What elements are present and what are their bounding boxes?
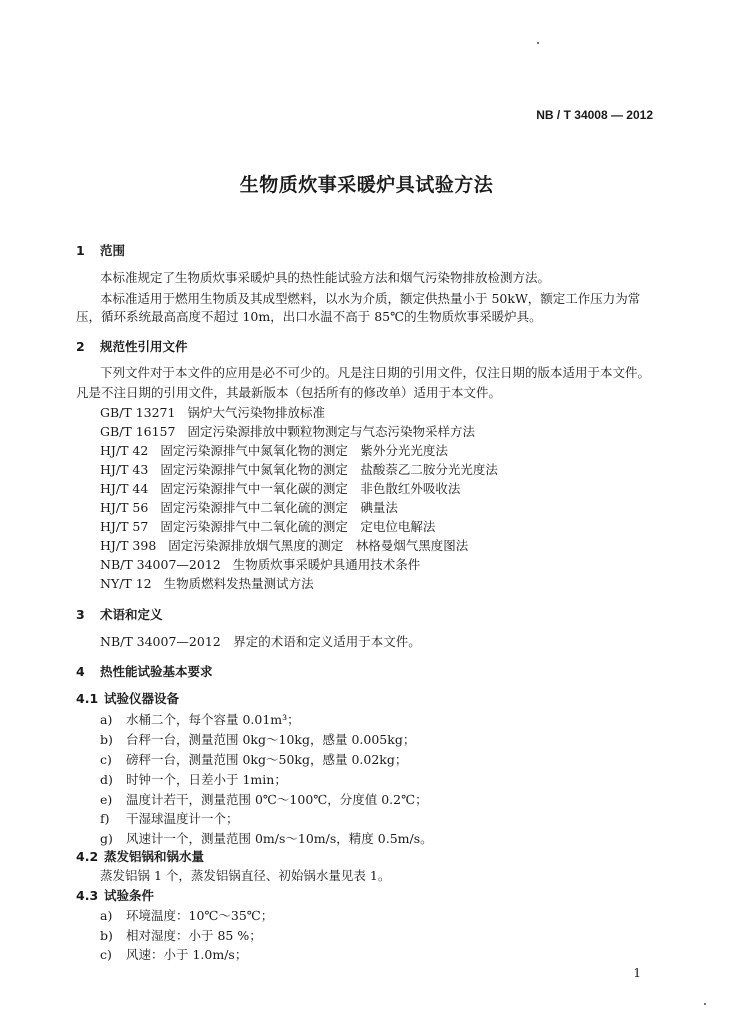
reference-item (100, 574, 314, 592)
list-label: g) (100, 831, 113, 846)
section-number: 2 (76, 339, 85, 354)
reference-title: 生物质燃料发热量测试方法 (163, 576, 314, 591)
list-text: 水桶二个，每个容量 0.01m³； (126, 712, 300, 727)
list-item (100, 750, 407, 768)
reference-item (100, 460, 498, 478)
reference-code: NB/T 34007—2012 (100, 557, 221, 572)
document-title: 生物质炊事采暖炉具试验方法 (239, 174, 494, 196)
reference-code: HJ/T 57 (100, 519, 149, 534)
reference-title: 固定污染源排气中二氧化硫的测定 定电位电解法 (160, 519, 436, 534)
list-item (100, 809, 239, 827)
list-item (100, 829, 433, 847)
section-title: 规范性引用文件 (100, 339, 188, 354)
section-number: 4 (76, 664, 85, 679)
reference-item (100, 403, 325, 421)
list-label: b) (100, 928, 113, 943)
list-item (100, 926, 262, 944)
list-label: b) (100, 732, 113, 747)
section-1-para-1: 本标准规定了生物质炊事采暖炉具的热性能试验方法和烟气污染物排放检测方法。 (100, 270, 551, 285)
reference-item (100, 517, 435, 535)
section-2-intro-line-2: 凡是不注日期的引用文件，其最新版本（包括所有的修改单）适用于本文件。 (76, 385, 502, 400)
reference-item (100, 479, 460, 497)
section-title: 范围 (100, 243, 126, 258)
list-label: e) (100, 792, 113, 807)
section-3-para: NB/T 34007—2012 界定的术语和定义适用于本文件。 (100, 634, 421, 649)
subsection-title: 试验仪器设备 (104, 691, 180, 706)
list-label: f) (100, 811, 110, 826)
list-item (100, 710, 300, 728)
scan-speck (537, 42, 539, 44)
standard-number: NB / T 34008 — 2012 (536, 108, 653, 122)
reference-title: 生物质炊事采暖炉具通用技术条件 (232, 557, 421, 572)
scan-speck (704, 1003, 706, 1005)
reference-item (100, 536, 468, 554)
list-item (100, 730, 415, 748)
subsection-title: 试验条件 (104, 888, 155, 903)
section-title: 术语和定义 (100, 607, 163, 622)
section-1-para-2-line-1: 本标准适用于燃用生物质及其成型燃料，以水为介质，额定供热量小于 50kW，额定工作压力为常 (100, 291, 641, 306)
list-label: a) (100, 712, 113, 727)
subsection-4-2-para: 蒸发铝锅 1 个，蒸发铝锅直径、初始锅水量见表 1。 (100, 868, 391, 883)
section-3-heading (76, 605, 163, 623)
section-4-heading (76, 662, 213, 680)
reference-title: 固定污染源排气中二氧化硫的测定 碘量法 (160, 500, 398, 515)
reference-code: HJ/T 56 (100, 500, 149, 515)
list-text: 风速计一个，测量范围 0m/s～10m/s，精度 0.5m/s。 (126, 831, 433, 846)
reference-item (100, 422, 475, 440)
subsection-number: 4.1 (76, 691, 99, 706)
reference-title: 锅炉大气污染物排放标准 (187, 405, 325, 420)
list-label: d) (100, 772, 113, 787)
reference-title: 固定污染源排气中氮氧化物的测定 盐酸萘乙二胺分光光度法 (160, 462, 498, 477)
list-text: 台秤一台，测量范围 0kg～10kg，感量 0.005kg； (126, 732, 416, 747)
reference-code: HJ/T 43 (100, 462, 149, 477)
section-1-para-2-line-2: 压，循环系统最高高度不超过 10m，出口水温不高于 85℃的生物质炊事采暖炉具。 (76, 309, 542, 324)
section-2-heading (76, 337, 188, 355)
reference-code: HJ/T 42 (100, 443, 149, 458)
section-title: 热性能试验基本要求 (100, 664, 213, 679)
subsection-title: 蒸发铝锅和锅水量 (104, 849, 205, 864)
reference-item (100, 555, 420, 573)
list-text: 磅秤一台，测量范围 0kg～50kg，感量 0.02kg； (126, 752, 408, 767)
reference-item (100, 498, 398, 516)
reference-code: GB/T 13271 (100, 405, 176, 420)
list-item (100, 770, 287, 788)
section-2-intro-line-1: 下列文件对于本文件的应用是必不可少的。凡是注日期的引用文件，仅注日期的版本适用于本文件。 (100, 365, 651, 380)
list-item (100, 906, 273, 924)
list-label: c) (100, 947, 112, 962)
list-text: 风速：小于 1.0m/s； (126, 947, 248, 962)
subsection-4-2-heading (76, 847, 204, 865)
reference-code: GB/T 16157 (100, 424, 176, 439)
section-1-heading (76, 241, 125, 259)
reference-code: HJ/T 44 (100, 481, 149, 496)
list-text: 环境温度：10℃～35℃； (126, 908, 274, 923)
reference-title: 固定污染源排气中氮氧化物的测定 紫外分光光度法 (160, 443, 448, 458)
list-label: c) (100, 752, 112, 767)
list-item (100, 790, 428, 808)
subsection-4-1-heading (76, 689, 179, 707)
reference-title: 固定污染源排放烟气黑度的测定 林格曼烟气黑度图法 (168, 538, 469, 553)
reference-item (100, 441, 448, 459)
subsection-4-3-heading (76, 886, 154, 904)
list-label: a) (100, 908, 113, 923)
section-number: 1 (76, 243, 85, 258)
list-text: 温度计若干，测量范围 0℃～100℃，分度值 0.2℃； (126, 792, 428, 807)
list-text: 干湿球温度计一个； (126, 811, 239, 826)
reference-code: HJ/T 398 (100, 538, 157, 553)
reference-title: 固定污染源排气中一氧化碳的测定 非色散红外吸收法 (160, 481, 461, 496)
list-text: 相对湿度：小于 85 %； (126, 928, 262, 943)
reference-code: NY/T 12 (100, 576, 152, 591)
list-item (100, 945, 247, 963)
list-text: 时钟一个，日差小于 1min； (126, 772, 287, 787)
subsection-number: 4.3 (76, 888, 99, 903)
page-number: 1 (633, 966, 641, 980)
section-number: 3 (76, 607, 85, 622)
subsection-number: 4.2 (76, 849, 99, 864)
reference-title: 固定污染源排放中颗粒物测定与气态污染物采样方法 (187, 424, 475, 439)
